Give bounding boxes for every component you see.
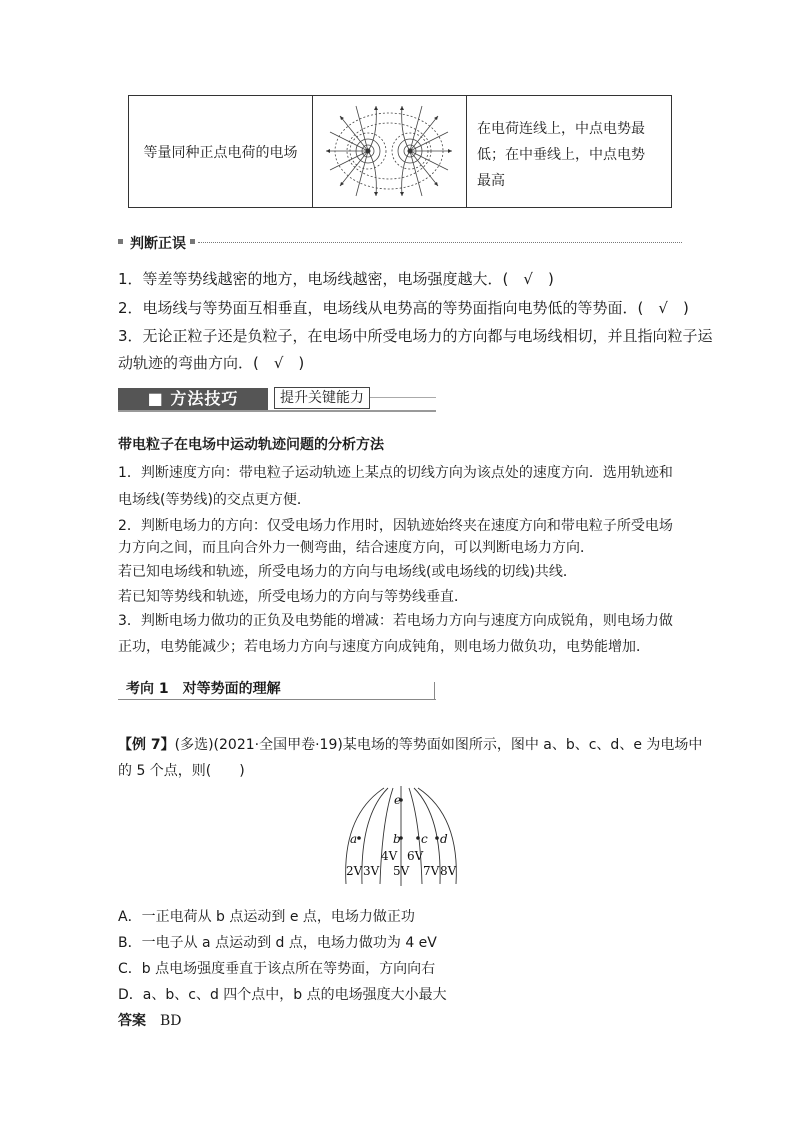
- method-line: 力方向之间，而且向合外力一侧弯曲，结合速度方向，可以判断电场力方向．: [118, 540, 594, 556]
- field-description-cell: [467, 96, 667, 207]
- method-line: 3．判断电场力做功的正负及电势能的增减：若电场力方向与速度方向成锐角，则电场力做: [118, 613, 673, 629]
- label-b: b: [393, 832, 401, 846]
- method-line: 若已知电场线和轨迹，所受电场力的方向与电场线(或电场线的切线)共线．: [118, 564, 577, 580]
- point-d: [435, 836, 439, 840]
- divider: [118, 410, 436, 412]
- field-description: 在电荷连线上，中点电势最低；在中垂线上，中点电势最高: [477, 121, 645, 189]
- label-c: c: [421, 832, 428, 846]
- point-a: [357, 836, 361, 840]
- label-a: a: [350, 832, 358, 846]
- potential-label: 7V: [423, 864, 440, 878]
- label-d: d: [440, 832, 448, 846]
- judge-heading: 判断正误: [130, 236, 186, 252]
- banner-subtitle: 提升关键能力: [274, 387, 370, 409]
- answer-label: 答案: [118, 1013, 146, 1029]
- judge-item: 动轨迹的弯曲方向．( √ ): [118, 354, 305, 372]
- square-bullet-icon: [190, 239, 195, 244]
- equipotential-surfaces-figure: [336, 786, 466, 888]
- method-line: 正功，电势能减少；若电场力方向与速度方向成钝角，则电场力做负功，电势能增加．: [118, 639, 650, 655]
- judge-item: 2．电场线与等势面互相垂直，电场线从电势高的等势面指向电势低的等势面．( √ ): [118, 299, 689, 317]
- point-c: [416, 836, 420, 840]
- divider: [434, 682, 435, 700]
- field-type-cell: [129, 96, 313, 207]
- answer-line: [118, 1010, 182, 1030]
- example-question-text: (多选)(2021·全国甲卷·19)某电场的等势面如图所示，图中 a、b、c、d、e 为电场中: [174, 737, 703, 753]
- comparison-table-row: [128, 95, 672, 208]
- banner-title: ■ 方法技巧: [147, 389, 239, 408]
- judge-section-header: [118, 233, 682, 253]
- banner-dark: [118, 388, 268, 410]
- divider: [118, 699, 436, 700]
- example-question-line: 的 5 个点，则( ): [118, 763, 245, 779]
- potential-label: 2V: [346, 864, 363, 878]
- method-title: 带电粒子在电场中运动轨迹问题的分析方法: [118, 437, 384, 453]
- divider: [370, 397, 436, 398]
- example-question-line: [118, 734, 702, 754]
- field-type-label: 等量同种正点电荷的电场: [143, 144, 298, 161]
- divider: [198, 242, 682, 243]
- answer-value: BD: [160, 1013, 182, 1029]
- subtopic-header: [118, 678, 436, 702]
- option-a: A．一正电荷从 b 点运动到 e 点，电场力做正功: [118, 909, 415, 925]
- potential-label: 6V: [407, 849, 424, 863]
- square-bullet-icon: [118, 239, 123, 244]
- label-e: e: [394, 793, 402, 807]
- equal-positive-charges-field-diagram: [312, 96, 466, 207]
- example-tag: 【例 7】: [118, 737, 175, 753]
- method-line: 2．判断电场力的方向：仅受电场力作用时，因轨迹始终夹在速度方向和带电粒子所受电场: [118, 518, 673, 534]
- option-c: C．b 点电场强度垂直于该点所在等势面，方向向右: [118, 961, 436, 977]
- potential-label: 5V: [393, 864, 410, 878]
- potential-label: 3V: [363, 864, 380, 878]
- judge-item: 1．等差等势线越密的地方，电场线越密，电场强度越大．( √ ): [118, 270, 554, 288]
- method-line: 1．判断速度方向：带电粒子运动轨迹上某点的切线方向为该点处的速度方向．选用轨迹和: [118, 465, 673, 481]
- method-line: 电场线(等势线)的交点更方便．: [118, 492, 311, 508]
- method-banner: [118, 385, 436, 413]
- option-d: D．a、b、c、d 四个点中，b 点的电场强度大小最大: [118, 987, 447, 1003]
- judge-item: 3．无论正粒子还是负粒子，在电场中所受电场力的方向都与电场线相切，并且指向粒子运: [118, 327, 713, 345]
- potential-label: 4V: [381, 849, 398, 863]
- option-b: B．一电子从 a 点运动到 d 点，电场力做功为 4 eV: [118, 935, 437, 951]
- potential-label: 8V: [440, 864, 457, 878]
- subtopic-label: 考向 1 对等势面的理解: [126, 681, 281, 697]
- field-diagram-cell: [312, 96, 467, 207]
- method-line: 若已知等势线和轨迹，所受电场力的方向与等势线垂直．: [118, 589, 468, 605]
